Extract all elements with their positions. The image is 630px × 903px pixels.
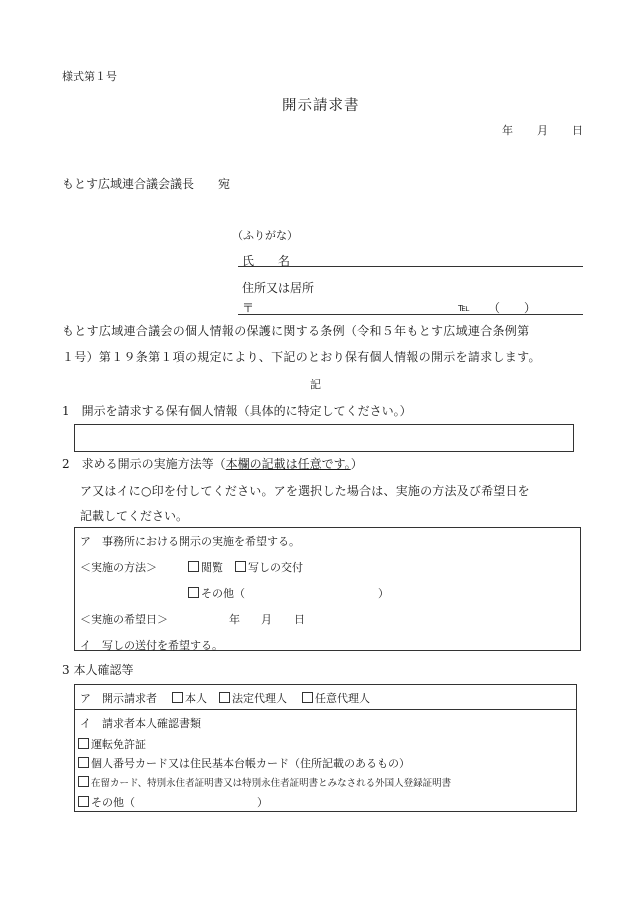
section1-heading: 1 開示を請求する保有個人情報（具体的に特定してください。） bbox=[62, 404, 412, 418]
mynumber-checkbox[interactable] bbox=[78, 757, 89, 768]
method-other-option[interactable] bbox=[188, 585, 245, 601]
section2-note-line-2: 記載してください。 bbox=[80, 509, 189, 523]
tel-parens: （ ） bbox=[488, 301, 537, 315]
method-view-option[interactable] bbox=[188, 559, 223, 575]
addressee: もとす広域連合議会議長 宛 bbox=[62, 177, 231, 191]
view-checkbox[interactable] bbox=[188, 561, 199, 572]
section2-heading-optional-note: 本欄の記載は任意です。 bbox=[225, 457, 351, 471]
option-a-label[interactable]: ア 事務所における開示の実施を希望する。 bbox=[80, 535, 300, 548]
name-field-line[interactable] bbox=[238, 266, 583, 267]
view-label: 閲覧 bbox=[201, 561, 223, 574]
mynumber-label: 個人番号カード又は住民基本台帳カード（住所記載のあるもの） bbox=[91, 757, 410, 770]
postal-mark: 〒 bbox=[242, 301, 255, 315]
voluntary-agent-label: 任意代理人 bbox=[315, 692, 370, 705]
identity-box-divider bbox=[74, 709, 577, 710]
other-method-checkbox[interactable] bbox=[188, 587, 199, 598]
self-label: 本人 bbox=[185, 692, 207, 705]
date-day-label: 日 bbox=[572, 124, 583, 137]
requester-voluntary-option[interactable] bbox=[302, 690, 370, 706]
preferred-date-month: 月 bbox=[261, 613, 272, 626]
id-docs-heading: イ 請求者本人確認書類 bbox=[80, 717, 201, 730]
intro-line-2: １号）第１９条第１項の規定により、下記のとおり保有個人情報の開示を請求します。 bbox=[62, 350, 541, 364]
requester-legal-option[interactable] bbox=[219, 690, 287, 706]
method-copy-option[interactable] bbox=[235, 559, 303, 575]
voluntary-agent-checkbox[interactable] bbox=[302, 692, 313, 703]
doc-other-close: ） bbox=[257, 796, 268, 809]
personal-info-input-box[interactable] bbox=[74, 424, 574, 452]
intro-line-1: もとす広域連合議会の個人情報の保護に関する条例（令和５年もとす広域連合条例第 bbox=[62, 324, 530, 338]
doc-other-option[interactable] bbox=[78, 794, 135, 810]
preferred-date-year: 年 bbox=[229, 613, 240, 626]
license-checkbox[interactable] bbox=[78, 738, 89, 749]
page-title: 開示請求書 bbox=[282, 98, 360, 114]
residence-card-checkbox[interactable] bbox=[78, 776, 89, 787]
tel-label: ℡ bbox=[458, 301, 470, 314]
preferred-date-day: 日 bbox=[294, 613, 305, 626]
address-label: 住所又は居所 bbox=[242, 281, 315, 295]
preferred-date-label: ＜実施の希望日＞ bbox=[80, 613, 168, 626]
ki-label: 記 bbox=[310, 378, 321, 391]
section2-note-line-1: ア又はイに○印を付してください。アを選択した場合は、実施の方法及び希望日を bbox=[80, 484, 530, 498]
doc-residence-option[interactable] bbox=[78, 775, 451, 789]
legal-agent-label: 法定代理人 bbox=[232, 692, 287, 705]
requester-label: ア 開示請求者 bbox=[80, 692, 157, 705]
self-checkbox[interactable] bbox=[172, 692, 183, 703]
legal-agent-checkbox[interactable] bbox=[219, 692, 230, 703]
residence-card-label: 在留カード、特別永住者証明書又は特別永住者証明書とみなされる外国人登録証明書 bbox=[91, 778, 452, 789]
address-field-line[interactable] bbox=[238, 314, 583, 315]
doc-mynumber-option[interactable] bbox=[78, 755, 410, 771]
copy-label: 写しの交付 bbox=[248, 561, 303, 574]
section2-heading bbox=[62, 455, 363, 472]
option-i-label[interactable]: イ 写しの送付を希望する。 bbox=[80, 639, 223, 652]
section2-heading-suffix: ） bbox=[350, 457, 363, 471]
doc-license-option[interactable] bbox=[78, 736, 146, 752]
name-label: 氏 名 bbox=[242, 254, 291, 268]
section2-heading-prefix: 2 求める開示の実施方法等（ bbox=[62, 457, 226, 471]
furigana-label: （ふりがな） bbox=[232, 229, 298, 242]
other-doc-checkbox[interactable] bbox=[78, 796, 89, 807]
method-label: ＜実施の方法＞ bbox=[80, 561, 157, 574]
form-number: 様式第１号 bbox=[62, 70, 117, 83]
license-label: 運転免許証 bbox=[91, 738, 146, 751]
other-doc-label: その他（ bbox=[91, 796, 135, 809]
date-year-label: 年 bbox=[502, 124, 513, 137]
copy-checkbox[interactable] bbox=[235, 561, 246, 572]
section3-heading: 3 本人確認等 bbox=[62, 663, 134, 677]
other-method-label: その他（ bbox=[201, 587, 245, 600]
requester-self-option[interactable] bbox=[172, 690, 207, 706]
date-month-label: 月 bbox=[537, 124, 548, 137]
method-other-close: ） bbox=[378, 587, 389, 600]
